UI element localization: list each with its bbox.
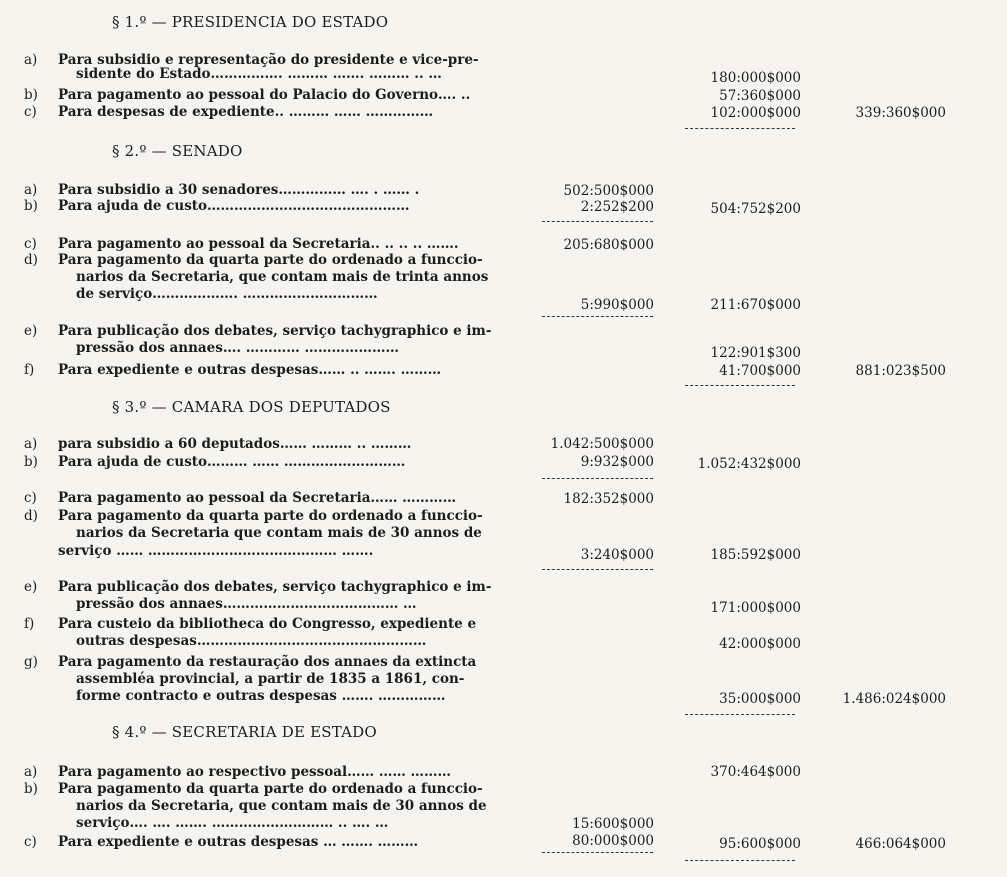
item-text: Para pagamento ao pessoal da Secretaria…… ………… [58, 490, 457, 506]
item-text: Para ajuda de custo……………………………………… [58, 198, 410, 214]
amount: 42:000$000 [719, 636, 801, 652]
item-text: Para ajuda de custo……… …… ……………………… [58, 454, 406, 470]
item-letter: b) [24, 781, 38, 797]
item-letter: e) [24, 323, 38, 339]
item-text: Para publicação dos debates, serviço tachygraphico e im- [58, 579, 492, 595]
amount: 211:670$000 [710, 297, 801, 313]
item-letter: a) [24, 182, 38, 198]
amount: 185:592$000 [710, 547, 801, 563]
sum-rule [685, 128, 795, 129]
item-text: Para despesas de expediente.. ……… …… …………… [58, 104, 434, 120]
item-text: Para pagamento da quarta parte do ordenado a funccio- [58, 252, 483, 268]
amount: 5:990$000 [580, 297, 654, 313]
amount: 9:932$000 [580, 454, 654, 470]
item-text: outras despesas…………………………………………… [76, 633, 427, 649]
amount: 35:000$000 [719, 691, 801, 707]
amount: 171:000$000 [710, 600, 801, 616]
item-letter: g) [24, 654, 38, 670]
sum-rule [685, 385, 795, 386]
amount: 182:352$000 [563, 491, 654, 507]
item-letter: f) [24, 616, 35, 632]
item-text: narios da Secretaria, que contam mais de 30 annos de [76, 798, 487, 814]
total-amount: 466:064$000 [855, 836, 946, 852]
item-letter: c) [24, 104, 37, 120]
item-text: Para subsidio e representação do presidente e vice-pre- [58, 52, 479, 68]
item-text: Para pagamento ao pessoal do Palacio do Governo…. .. [58, 87, 471, 103]
item-text: Para pagamento da quarta parte do ordenado a funccio- [58, 508, 483, 524]
item-letter: b) [24, 198, 38, 214]
item-text: assembléa provincial, a partir de 1835 a 1861, con- [76, 671, 465, 687]
item-letter: c) [24, 236, 37, 252]
amount: 1.042:500$000 [550, 436, 654, 452]
item-letter: e) [24, 579, 38, 595]
item-letter: d) [24, 508, 38, 524]
item-text: Para custeio da bibliotheca do Congresso, expediente e [58, 616, 477, 632]
sum-rule [685, 860, 795, 861]
item-letter: a) [24, 764, 38, 780]
section-heading: § 3.º — CAMARA DOS DEPUTADOS [112, 398, 391, 416]
amount: 95:600$000 [719, 836, 801, 852]
item-text: Para pagamento ao pessoal da Secretaria.. .. .. .. ……. [58, 236, 459, 252]
section-heading: § 2.º — SENADO [112, 142, 243, 160]
amount: 2:252$200 [580, 199, 654, 215]
amount: 80:000$000 [572, 833, 654, 849]
sum-rule [685, 714, 795, 715]
item-letter: a) [24, 436, 38, 452]
amount: 502:500$000 [563, 183, 654, 199]
total-amount: 881:023$500 [855, 363, 946, 379]
total-amount: 1.486:024$000 [842, 691, 946, 707]
item-text: de serviço………………. ………………………… [76, 286, 378, 302]
sum-rule [542, 221, 653, 222]
sum-rule [542, 852, 653, 853]
item-text: Para expediente e outras despesas…… .. ……. ……… [58, 362, 442, 378]
sum-rule [542, 569, 653, 570]
amount: 205:680$000 [563, 237, 654, 253]
amount: 1.052:432$000 [697, 456, 801, 472]
total-amount: 339:360$000 [855, 105, 946, 121]
sum-rule [542, 478, 653, 479]
item-text: pressão dos annaes………………………………… … [76, 596, 417, 612]
item-text: serviço …… …………………………………… ……. [58, 543, 374, 559]
amount: 102:000$000 [710, 105, 801, 121]
item-text: Para publicação dos debates, serviço tachygraphico e im- [58, 323, 492, 339]
section-heading: § 1.º — PRESIDENCIA DO ESTADO [112, 13, 389, 31]
item-text: narios da Secretaria, que contam mais de trinta annos [76, 269, 489, 285]
item-text: Para subsidio a 30 senadores…………… …. . …… . [58, 182, 420, 198]
item-letter: b) [24, 87, 38, 103]
item-text: sidente do Estado……………. ……… ……. ……… .. … [76, 66, 442, 82]
sum-rule [542, 316, 653, 317]
item-letter: b) [24, 454, 38, 470]
item-text: Para expediente e outras despesas … ……. ……… [58, 834, 419, 850]
item-text: Para pagamento da quarta parte do ordenado a funccio- [58, 781, 483, 797]
amount: 41:700$000 [719, 363, 801, 379]
amount: 504:752$200 [710, 201, 801, 217]
item-letter: d) [24, 252, 38, 268]
amount: 57:360$000 [719, 88, 801, 104]
amount: 15:600$000 [572, 816, 654, 832]
item-text: forme contracto e outras despesas ……. …………… [76, 688, 446, 704]
item-text: para subsidio a 60 deputados…… ……… .. ……… [58, 436, 412, 452]
item-text: narios da Secretaria que contam mais de 30 annos de [76, 525, 482, 541]
item-letter: f) [24, 362, 35, 378]
item-letter: c) [24, 834, 37, 850]
amount: 370:464$000 [710, 764, 801, 780]
amount: 122:901$300 [710, 345, 801, 361]
amount: 3:240$000 [580, 547, 654, 563]
amount: 180:000$000 [710, 70, 801, 86]
item-letter: a) [24, 52, 38, 68]
item-text: Para pagamento ao respectivo pessoal…… …… ……… [58, 764, 452, 780]
item-text: Para pagamento da restauração dos annaes da extincta [58, 654, 477, 670]
section-heading: § 4.º — SECRETARIA DE ESTADO [112, 723, 377, 741]
item-text: serviço…. …. ……. ……………………… .. …. … [76, 815, 389, 831]
item-text: pressão dos annaes…. ………… ………………… [76, 340, 399, 356]
item-letter: c) [24, 490, 37, 506]
